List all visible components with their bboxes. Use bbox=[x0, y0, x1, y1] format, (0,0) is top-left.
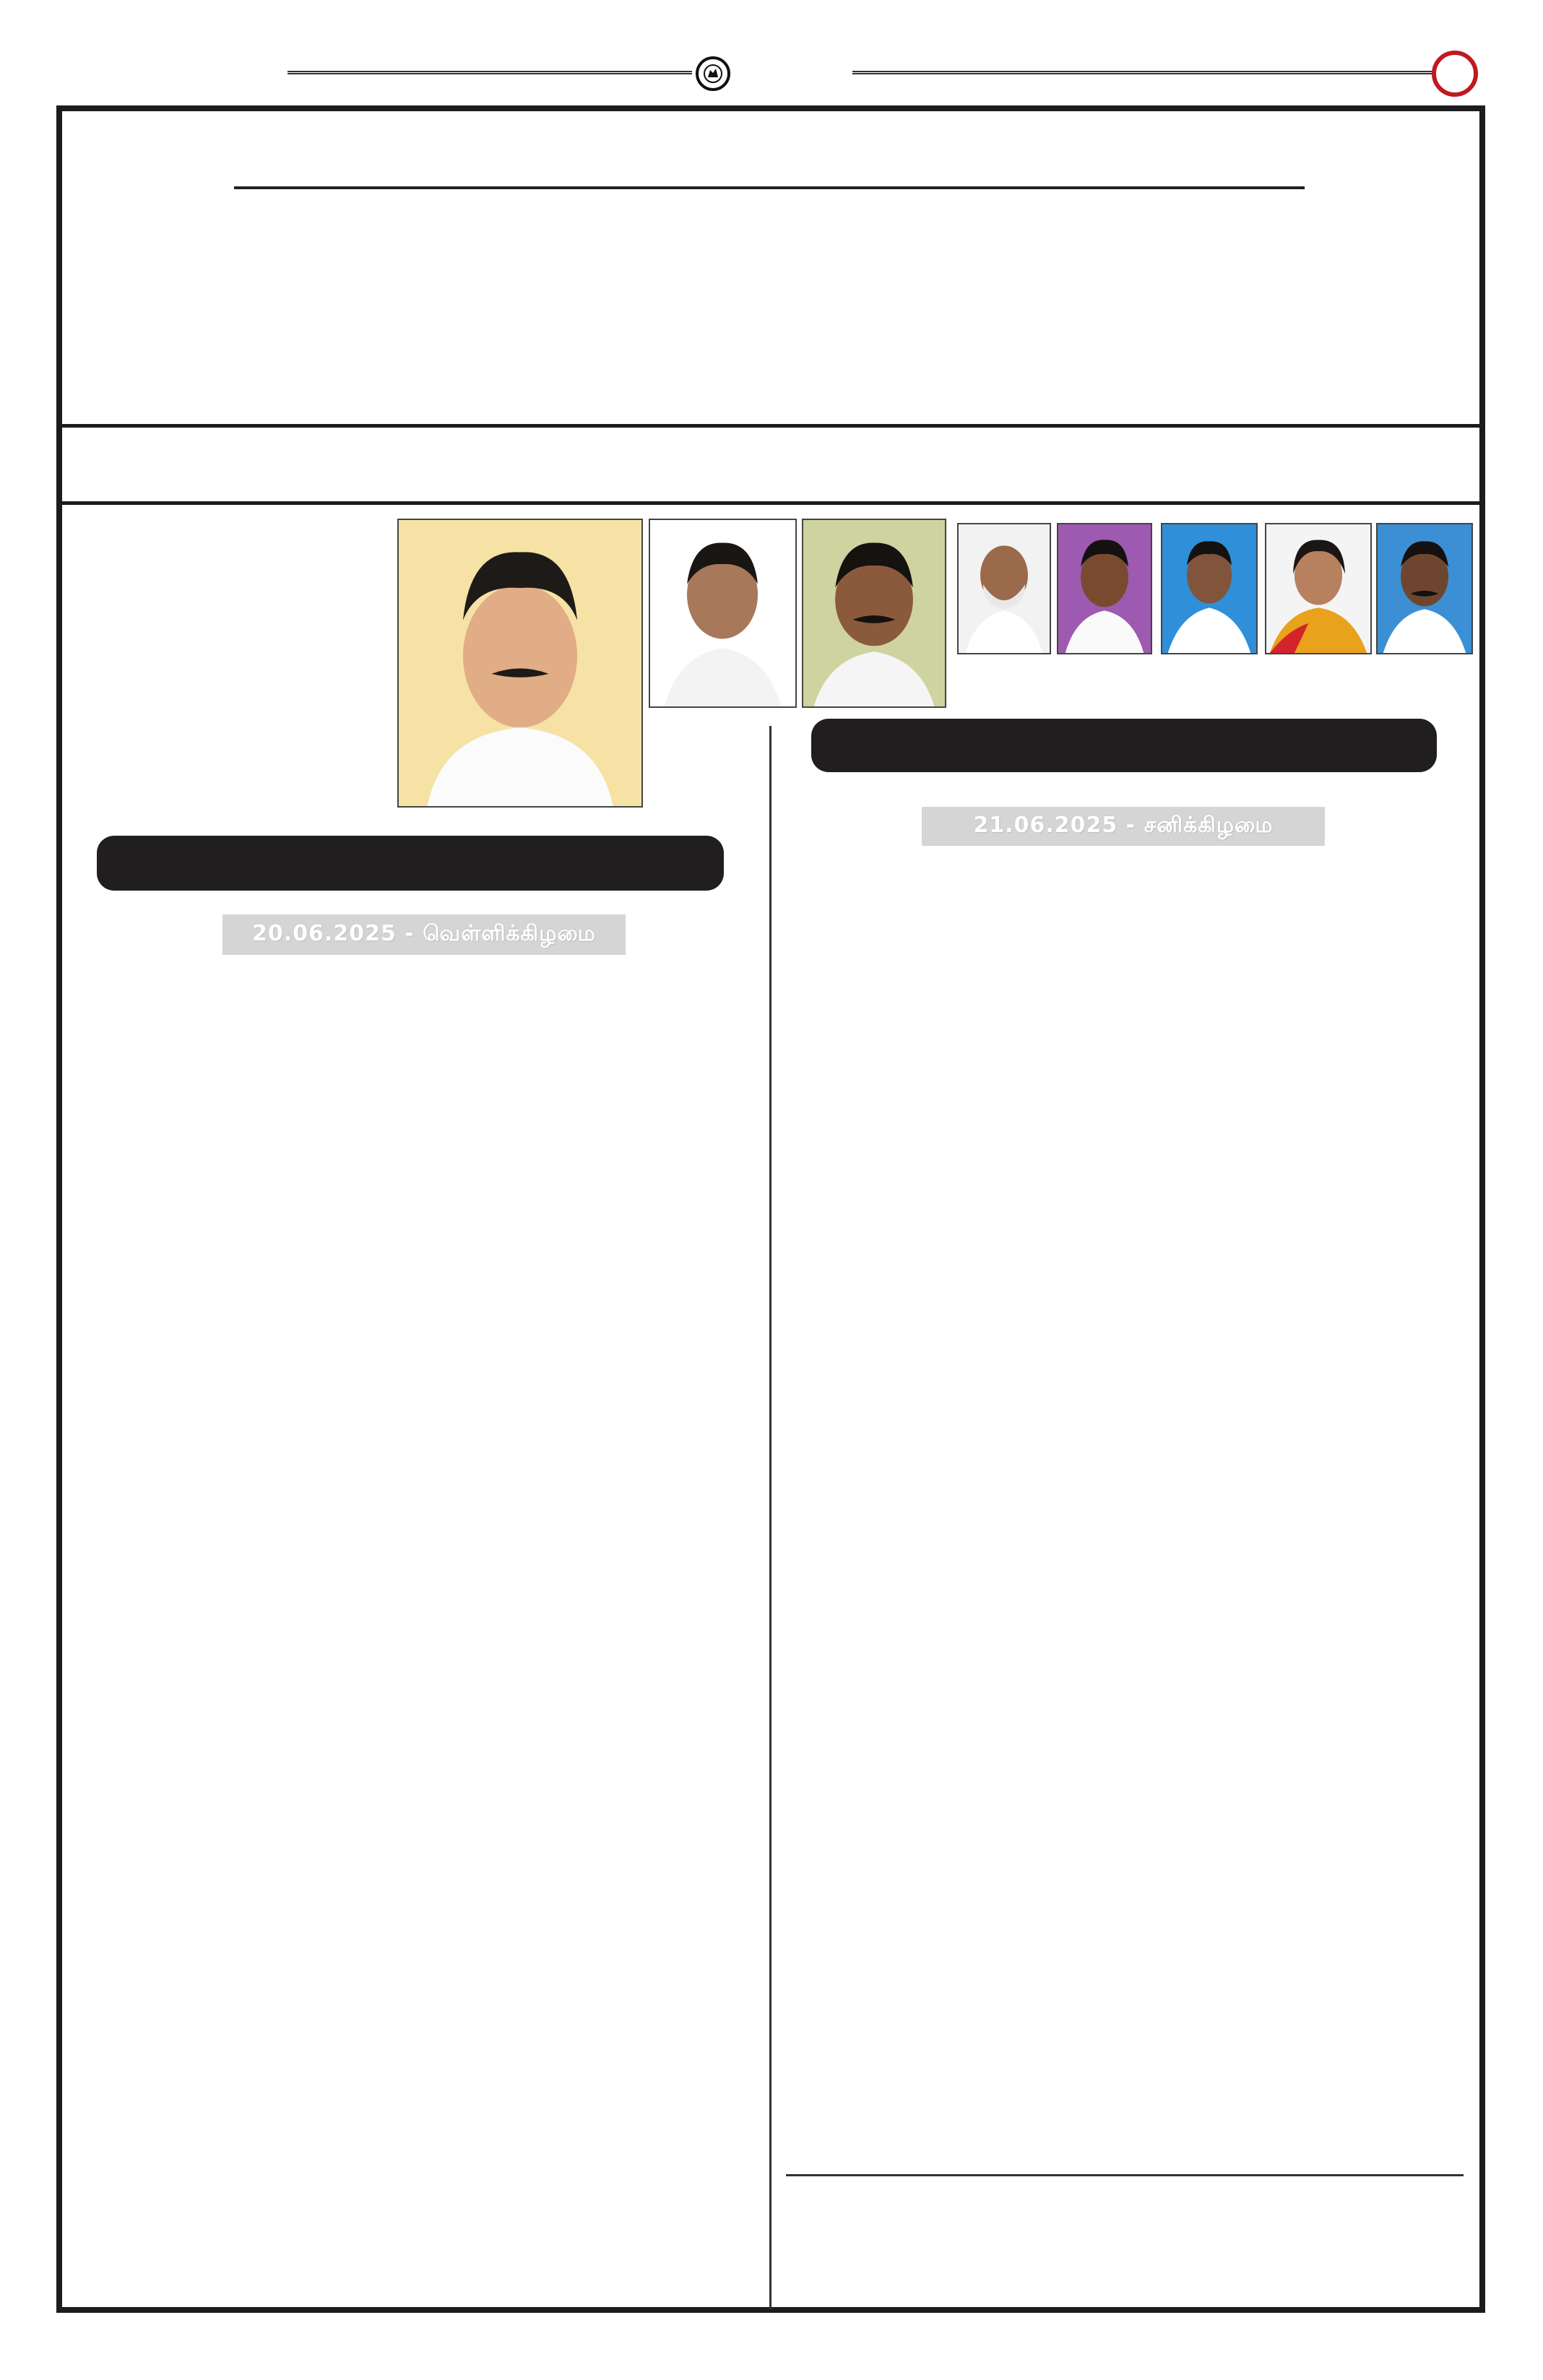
subhead-bottom-divider bbox=[62, 501, 1479, 505]
left-date-tag: 20.06.2025 - வெள்ளிக்கிழமை bbox=[222, 914, 626, 955]
right-date-tag: 21.06.2025 - சனிக்கிழமை bbox=[922, 807, 1325, 846]
party-emblem-icon bbox=[696, 56, 730, 91]
left-headline-bar bbox=[97, 836, 724, 891]
leader-portrait-7 bbox=[1265, 523, 1372, 654]
leader-portrait-4 bbox=[957, 523, 1051, 654]
right-headline-bar bbox=[811, 719, 1437, 772]
page-number-marker bbox=[1432, 51, 1478, 97]
leader-portrait-2 bbox=[649, 519, 797, 708]
leader-portrait-6 bbox=[1161, 523, 1258, 654]
header-rule-right bbox=[852, 71, 1438, 74]
masthead-bottom-divider bbox=[62, 424, 1479, 428]
column-divider bbox=[769, 726, 772, 2309]
leader-portrait-5 bbox=[1057, 523, 1152, 654]
leader-portrait-3 bbox=[802, 519, 946, 708]
leader-portrait-large bbox=[397, 519, 643, 808]
leader-portrait-8 bbox=[1376, 523, 1473, 654]
masthead-rule bbox=[234, 186, 1305, 189]
right-footer-rule bbox=[786, 2174, 1464, 2176]
header-rule-left bbox=[288, 71, 692, 74]
